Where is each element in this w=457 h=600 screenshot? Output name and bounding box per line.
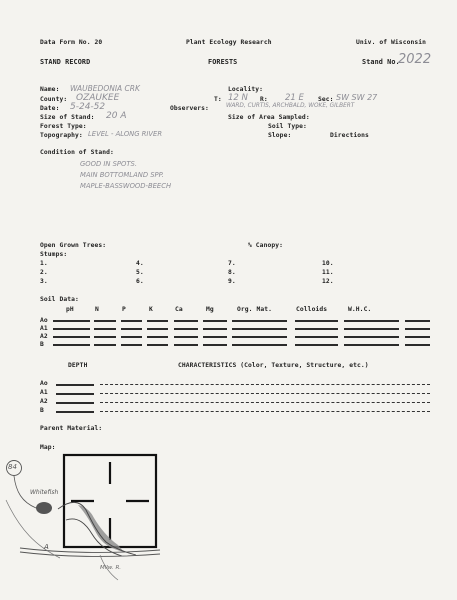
map-label: Map: <box>40 444 56 451</box>
stump-number: 3. <box>40 278 48 285</box>
topography-value: LEVEL - ALONG RIVER <box>88 130 163 138</box>
depth-horizon-label: Ao <box>40 380 48 387</box>
stump-number: 2. <box>40 269 48 276</box>
township-value: 12 N <box>228 93 248 103</box>
characteristics-label: CHARACTERISTICS (Color, Texture, Structure, etc.) <box>178 362 369 369</box>
lake-mark <box>36 502 52 514</box>
organization-name: Plant Ecology Research <box>186 39 272 46</box>
soil-horizon-label: B <box>40 341 44 348</box>
forests-title: FORESTS <box>208 58 238 66</box>
soil-col-p: P <box>122 306 126 313</box>
stump-number: 9. <box>228 278 236 285</box>
soil-type-label: Soil Type: <box>268 123 307 130</box>
soil-data-label: Soil Data: <box>40 296 79 303</box>
name-label: Name: <box>40 86 60 93</box>
observers-value: WARD, CURTIS, ARCHBALD, WOKE, GILBERT <box>226 103 355 109</box>
locality-label: Locality: <box>228 86 264 93</box>
condition-line-1: GOOD IN SPOTS. <box>80 160 138 168</box>
form-number: Data Form No. 20 <box>40 39 103 46</box>
stump-number: 6. <box>136 278 144 285</box>
range-label: R: <box>260 96 268 103</box>
stump-number: 8. <box>228 269 236 276</box>
depth-horizon-label: A1 <box>40 389 48 396</box>
township-label: T: <box>214 96 222 103</box>
soil-horizon-label: Ao <box>40 317 48 324</box>
stump-number: 12. <box>322 278 334 285</box>
record-title: STAND RECORD <box>40 58 91 66</box>
size-label: Size of Stand: <box>40 114 95 121</box>
section-value: SW SW 27 <box>336 93 378 102</box>
stump-number: 7. <box>228 260 236 267</box>
directions-label: Directions <box>330 132 369 139</box>
stumps-label: Stumps: <box>40 251 68 258</box>
county-label: County: <box>40 96 68 103</box>
soil-horizon-label: A1 <box>40 325 48 332</box>
university-name: Univ. of Wisconsin <box>356 39 427 46</box>
river-note: Milw. R. <box>100 565 122 571</box>
stand-number-value: 2022 <box>398 52 432 67</box>
soil-col-n: N <box>95 306 99 313</box>
stump-number: 10. <box>322 260 334 267</box>
section-label: Sec: <box>318 96 334 103</box>
stump-number: 4. <box>136 260 144 267</box>
parent-material-label: Parent Material: <box>40 425 103 432</box>
name-value: WAUBEDONIA CRK <box>70 84 140 93</box>
map-mark: A <box>44 543 49 551</box>
soil-col-org-mat: Org. Mat. <box>237 306 273 313</box>
road-line <box>20 548 160 552</box>
slope-label: Slope: <box>268 132 292 139</box>
stand-number-label: Stand No. <box>362 58 400 66</box>
soil-col-mg: Mg <box>206 306 214 313</box>
stump-number: 11. <box>322 269 334 276</box>
date-label: Date: <box>40 105 60 112</box>
open-grown-trees-label: Open Grown Trees: <box>40 242 107 249</box>
forest-type-label: Forest Type: <box>40 123 87 130</box>
place-note: Whitefish <box>30 489 59 496</box>
soil-col-ca: Ca <box>175 306 183 313</box>
condition-line-3: MAPLE-BASSWOOD-BEECH <box>80 182 172 190</box>
area-sampled-label: Size of Area Sampled: <box>228 114 310 121</box>
route-number: 84 <box>8 463 17 471</box>
soil-col-ph: pH <box>66 306 74 313</box>
stump-number: 5. <box>136 269 144 276</box>
soil-col-whc: W.H.C. <box>348 306 372 313</box>
observers-label: Observers: <box>170 105 209 112</box>
county-value: OZAUKEE <box>76 93 120 103</box>
soil-col-k: K <box>149 306 153 313</box>
soil-horizon-label: A2 <box>40 333 48 340</box>
size-value: 20 A <box>106 111 127 121</box>
depth-horizon-label: B <box>40 407 44 414</box>
topography-label: Topography: <box>40 132 83 139</box>
condition-line-2: MAIN BOTTOMLAND SPP. <box>80 171 164 179</box>
condition-label: Condition of Stand: <box>40 149 114 156</box>
depth-horizon-label: A2 <box>40 398 48 405</box>
depth-label: DEPTH <box>68 362 88 369</box>
range-value: 21 E <box>285 93 304 103</box>
canopy-label: % Canopy: <box>248 242 284 249</box>
soil-col-colloids: Colloids <box>296 306 328 313</box>
date-value: 5-24-52 <box>70 102 106 112</box>
stump-number: 1. <box>40 260 48 267</box>
